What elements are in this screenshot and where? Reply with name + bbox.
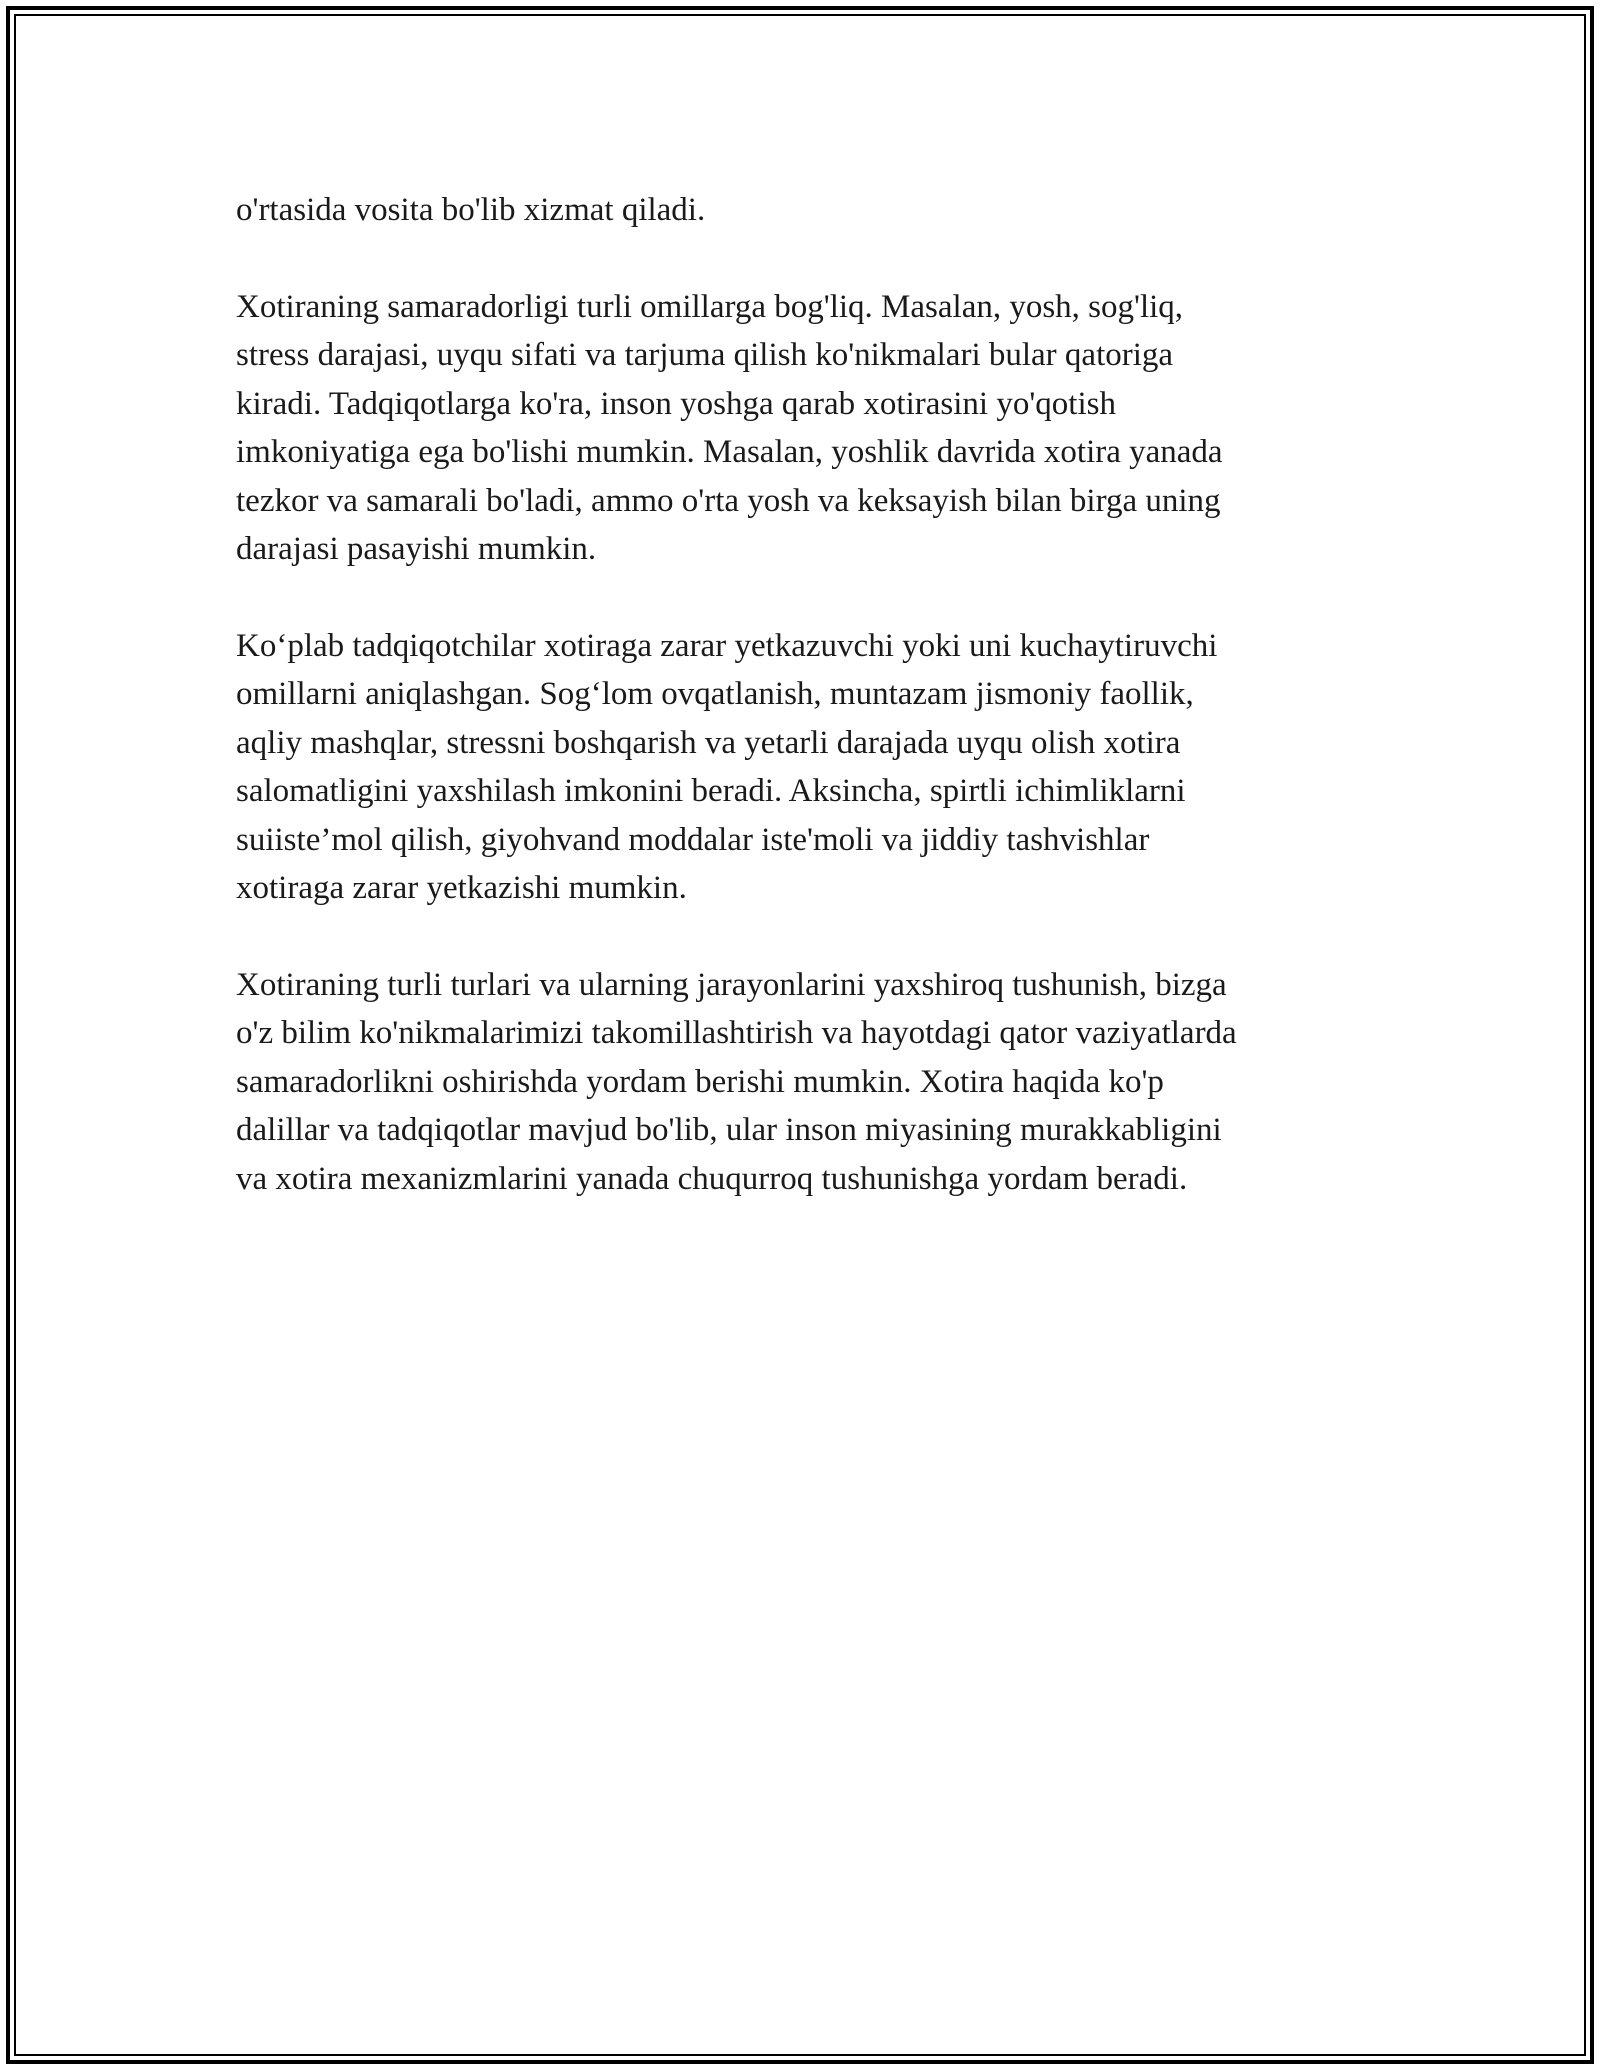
text-line: Xotiraning samaradorligi turli omillarga bog'liq. Masalan, yosh, sog'liq, bbox=[236, 288, 1184, 325]
paragraph-3 bbox=[236, 622, 1356, 913]
text-line: omillarni aniqlashgan. Sog‘lom ovqatlanish, muntazam jismoniy faollik, bbox=[236, 676, 1194, 712]
text-line: tezkor va samarali bo'ladi, ammo o'rta yosh va keksayish bilan birga uning bbox=[236, 482, 1221, 519]
text-line: xotiraga zarar yetkazishi mumkin. bbox=[236, 870, 687, 906]
document-body bbox=[236, 186, 1356, 1251]
text-line: aqliy mashqlar, stressni boshqarish va yetarli darajada uyqu olish xotira bbox=[236, 724, 1181, 761]
text-line: kiradi. Tadqiqotlarga ko'ra, inson yoshga qarab xotirasini yo'qotish bbox=[236, 385, 1116, 422]
text-line: darajasi pasayishi mumkin. bbox=[236, 531, 597, 567]
text-line: suiiste’mol qilish, giyohvand moddalar iste'moli va jiddiy tashvishlar bbox=[236, 821, 1150, 858]
text-line: salomatligini yaxshilash imkonini beradi. Aksincha, spirtli ichimliklarni bbox=[236, 773, 1186, 809]
text-line: samaradorlikni oshirishda yordam berishi mumkin. Xotira haqida ko'p bbox=[236, 1063, 1164, 1100]
text-line: Xotiraning turli turlari va ularning jarayonlarini yaxshiroq tushunish, bizga bbox=[236, 966, 1227, 1003]
text-line: Ko‘plab tadqiqotchilar xotiraga zarar yetkazuvchi yoki uni kuchaytiruvchi bbox=[236, 627, 1218, 664]
text-line: imkoniyatiga ega bo'lishi mumkin. Masalan, yoshlik davrida xotira yanada bbox=[236, 434, 1223, 470]
paragraph-4 bbox=[236, 961, 1356, 1204]
paragraph-1 bbox=[236, 186, 1356, 235]
text-line: dalillar va tadqiqotlar mavjud bo'lib, ular inson miyasining murakkabligini bbox=[236, 1112, 1222, 1148]
text-line: stress darajasi, uyqu sifati va tarjuma qilish ko'nikmalari bular qatoriga bbox=[236, 337, 1174, 373]
text-line: o'rtasida vosita bo'lib xizmat qiladi. bbox=[236, 192, 706, 228]
text-line: va xotira mexanizmlarini yanada chuqurroq tushunishga yordam beradi. bbox=[236, 1160, 1188, 1197]
text-line: o'z bilim ko'nikmalarimizi takomillashtirish va hayotdagi qator vaziyatlarda bbox=[236, 1015, 1237, 1051]
paragraph-2 bbox=[236, 283, 1356, 574]
